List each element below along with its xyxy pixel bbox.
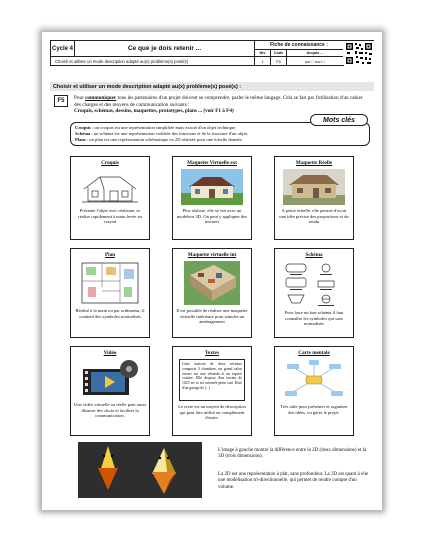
card-textes	[172, 346, 252, 436]
card-croquis	[70, 156, 150, 240]
real-model-image	[283, 169, 345, 205]
video-film-icon	[79, 359, 141, 399]
definition-schema: Schéma : un schéma est une représentation codifiée des fonctions et de la structure d'un objet.	[75, 131, 249, 136]
card-desc: Une vidéo virtuelle ou réelle peut aussi illustrer des choix et faciliter la communication.	[74, 402, 146, 419]
sample-text-box: Cette maison de deux niveaux comporte 3 chambres, un grand salon ouvert sur une véranda et un espace cuisine. Elle dispose d'un terrain de 1025 m² et est orientée plein sud. Doté d'un garage de [...]	[179, 359, 245, 401]
col-niv: Niv	[255, 50, 271, 56]
2d-3d-comparison-image	[78, 442, 202, 498]
card-desc: Il est possible de réaliser une maquette virtuelle intérieure pour simuler un aménagement	[176, 308, 248, 325]
section-title: Choisir et utiliser un mode description adapté au(x) problème(s) posé(s) :	[50, 82, 374, 91]
definition-croquis: Croquis : un croquis est une représentation simplifiée mais exacte d'un objet technique.	[75, 125, 237, 130]
schema-symbols-image	[282, 261, 346, 307]
intro-keyword: communiquer	[85, 95, 117, 101]
fiche-code-badge: F5	[54, 95, 68, 107]
qr-code-icon[interactable]	[344, 41, 374, 66]
page-title: Ce que je dois retenir ...	[75, 41, 255, 57]
card-title: Textes	[205, 350, 219, 356]
card-desc: Plus réaliste, elle se fait avec un modeleur 3D. On peut y appliquer des textures	[176, 208, 248, 225]
intro-rest: tous les partenaires d'un projet doivent se comprendre, parler le même langage. Cela se fait par l'utilisation d'un cahier des charges et des moyens de communication suivants :	[74, 95, 363, 108]
card-desc: A petite échelle, elle permet d'avoir une idée précise des proportions et du rendu	[279, 208, 349, 225]
card-desc: Réalisé à la main ou par ordinateur, il contient des symboles normalisés	[75, 308, 145, 319]
card-video	[70, 346, 150, 436]
col-code: Code	[271, 50, 287, 56]
document-page	[42, 32, 382, 510]
col-acquis: Acquis ...	[306, 51, 324, 55]
card-maquette-reelle	[274, 156, 354, 240]
card-title: Plan	[104, 252, 116, 258]
card-title: Croquis	[101, 160, 119, 166]
mots-cles-label: Mots clés	[310, 114, 368, 126]
card-schema	[274, 248, 354, 338]
card-title: Carte mentale	[298, 350, 330, 356]
definition-plans: Plans : un plan est une représentation schématique en 2D réalisée pour une échelle donnée.	[75, 137, 243, 142]
card-plan	[70, 248, 150, 338]
text-2d-3d-detail: La 2D est une représentation à plat, sans profondeur. La 3D est quant à elle une modélisation tri-directionnelle, qui permet de rendre compte d'un volume.	[218, 472, 369, 490]
card-title: Maquette Réelle	[295, 160, 333, 166]
val-niv: 1	[255, 57, 271, 66]
fiche-columns	[255, 50, 343, 57]
floor-plan-image	[80, 261, 140, 305]
fiche-values	[255, 57, 343, 66]
card-title: Maquette Virtuelle ext	[187, 160, 237, 166]
subtitle: Choisir et utiliser un mode description adapté au(x) problème(s) posé(s)	[51, 57, 255, 66]
text-2d-3d-intro: L'image à gauche montre la différence entre la 2D (deux dimensions) et la 3D (trois dimensions).	[218, 448, 367, 460]
card-title: Maquette virtuelle int	[187, 252, 237, 258]
intro-lead: Pour	[74, 95, 84, 101]
house-sketch-image	[80, 169, 140, 205]
card-desc: Présente l'objet avec réalisme, se réalise rapidement à main levée au crayon	[78, 208, 142, 225]
card-maquette-virtuelle-ext	[172, 156, 252, 240]
val-acquis: oui □ non □	[304, 59, 326, 64]
intro-list: Croquis, schémas, dessins, maquettes, prototypes, plans ... (voir F1 à F4)	[74, 108, 234, 115]
virtual-house-image	[181, 169, 243, 205]
intro-text	[74, 95, 370, 115]
card-desc: Pour faire un bon schéma il faut connaître les symboles qui sont normalisés	[284, 310, 344, 327]
header-table	[50, 40, 374, 66]
card-desc: Le texte est un moyen de description qui peut être utilisé en complément d'autre.	[178, 404, 246, 421]
card-title: Vidéo	[103, 350, 117, 356]
card-carte-mentale	[274, 346, 354, 436]
card-desc: Très utile pour présenter et organiser des idées, ou gérer le projet.	[280, 404, 348, 415]
val-code: F5	[271, 57, 287, 66]
mind-map-image	[283, 359, 345, 401]
cycle-label: Cycle 4	[51, 41, 75, 57]
fiche-label: Fiche de connaissance :	[255, 41, 343, 50]
card-title: Schéma	[305, 252, 323, 258]
interior-3d-image	[184, 261, 240, 305]
card-maquette-virtuelle-int	[172, 248, 252, 338]
